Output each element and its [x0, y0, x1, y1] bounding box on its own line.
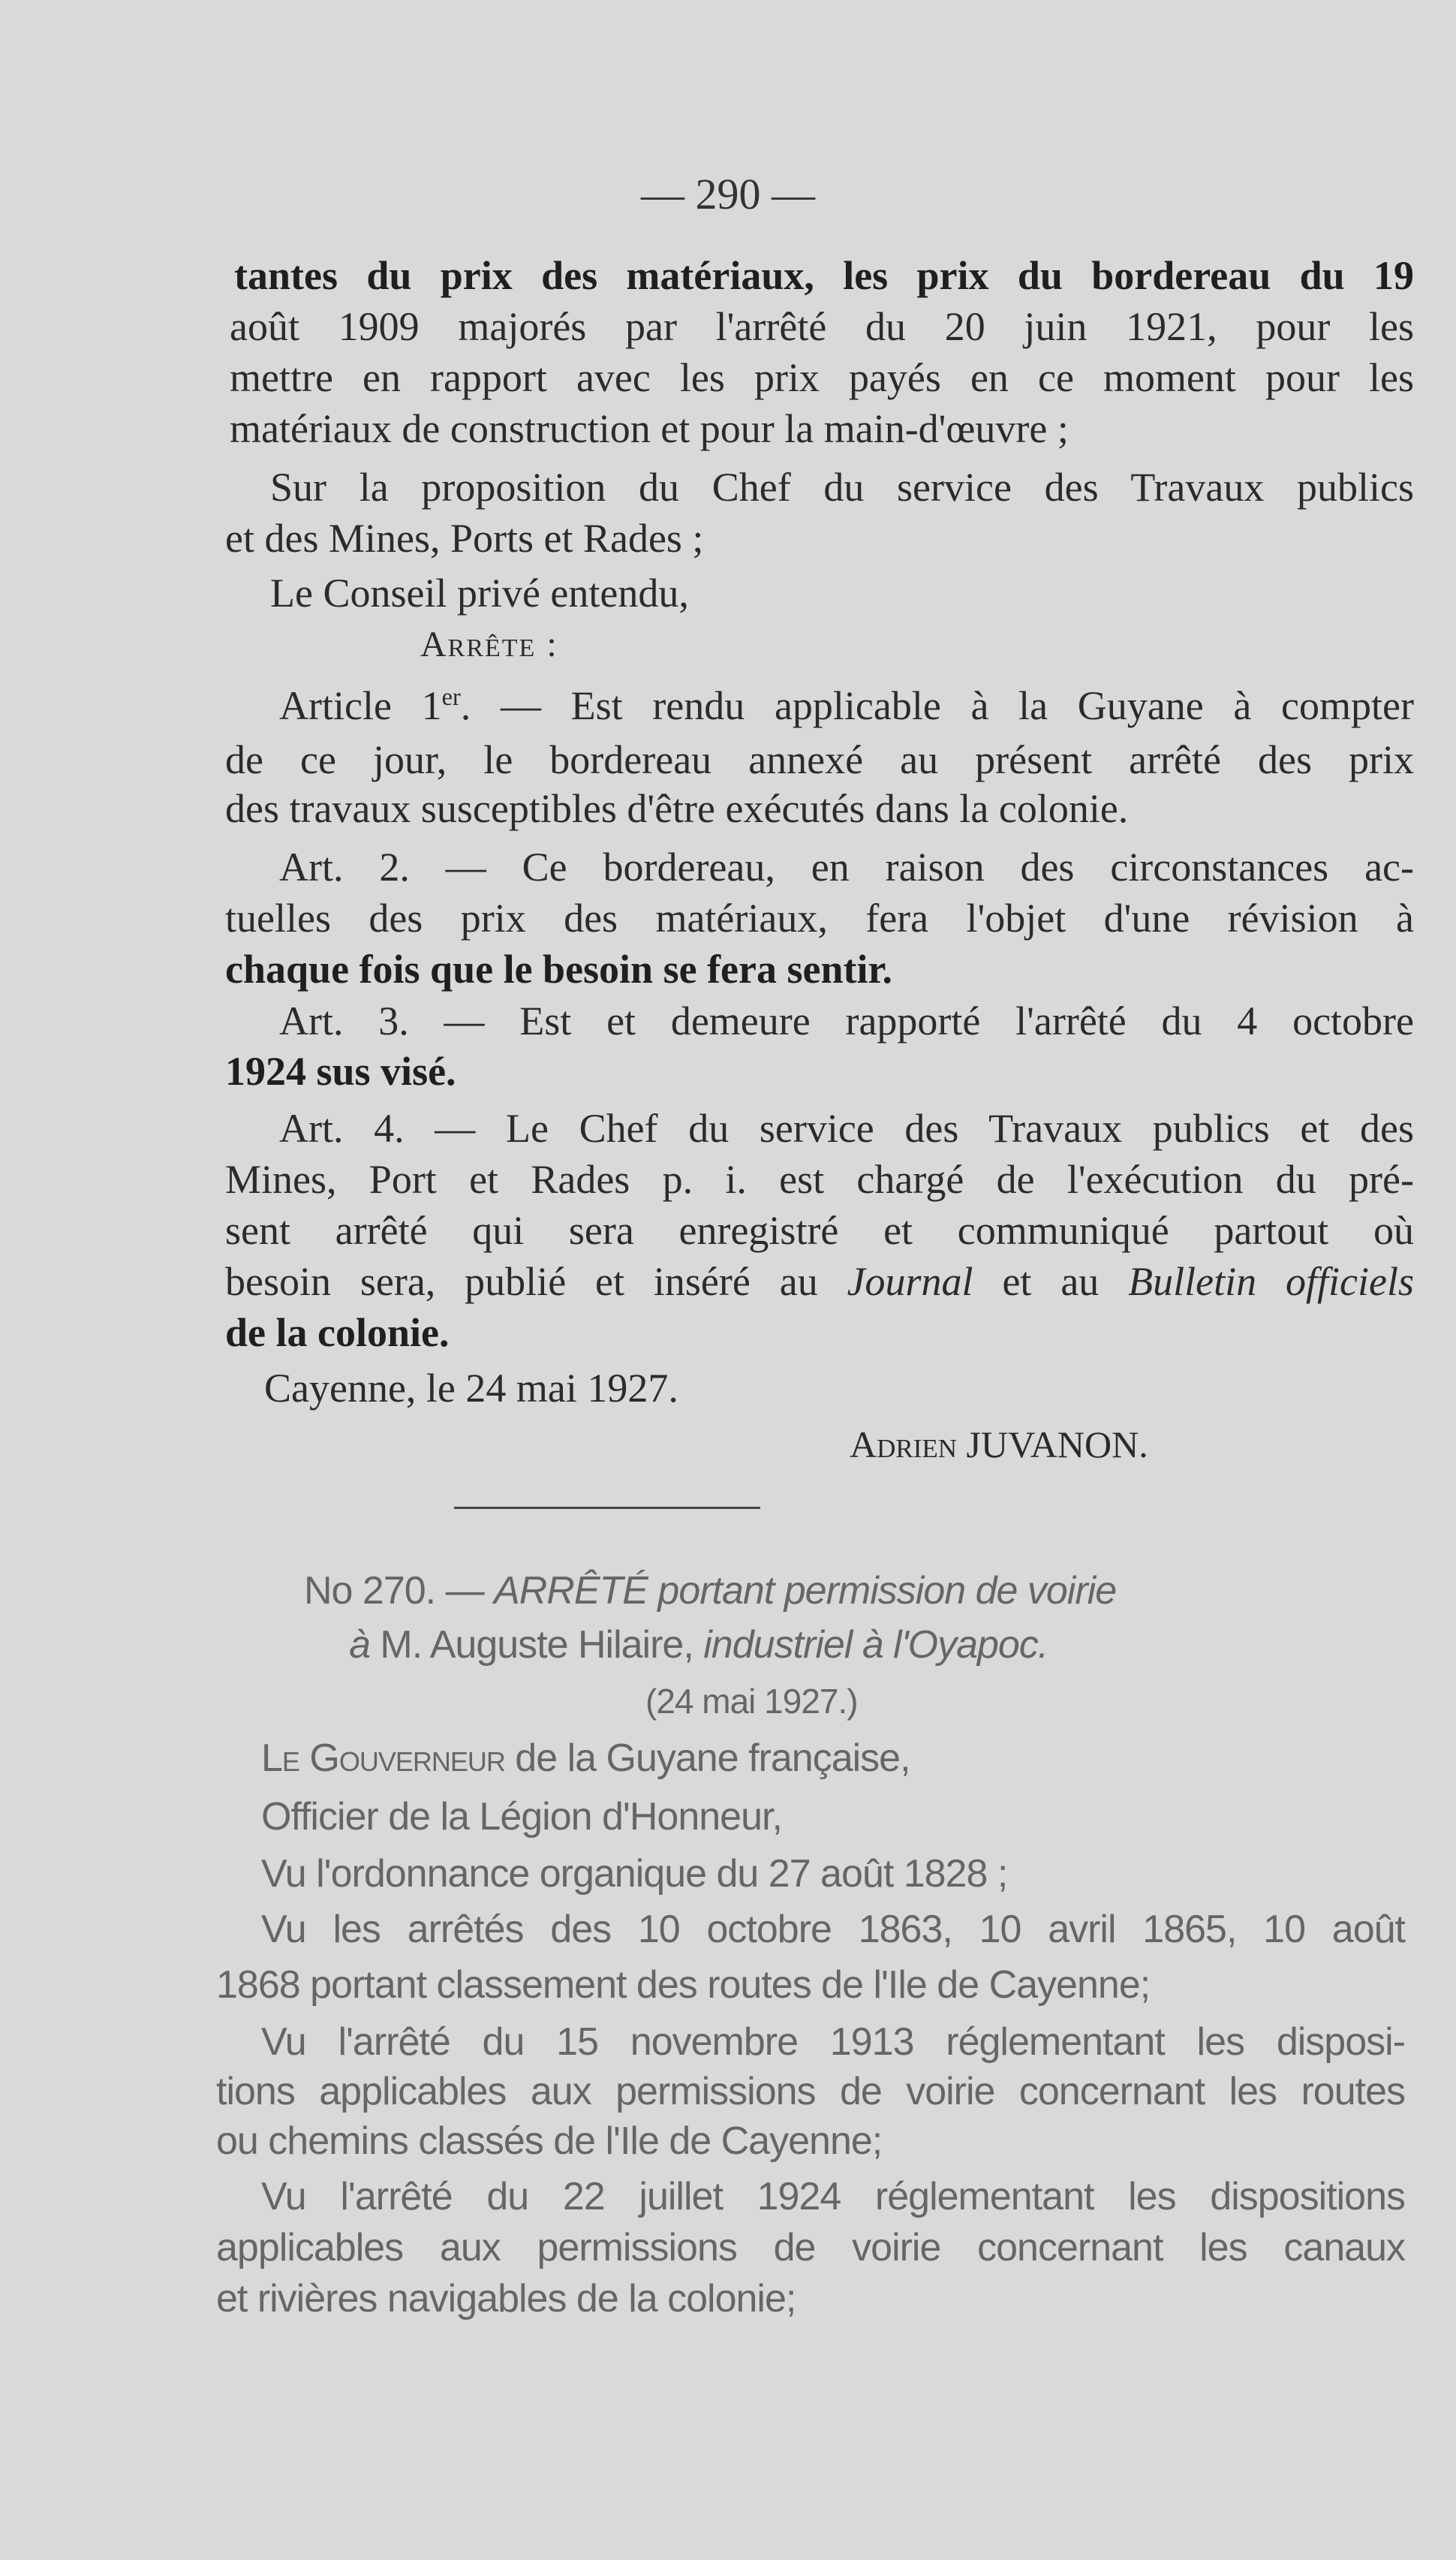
- decree-title: No 270. — ARRÊTÉ portant permission de voirie: [304, 1569, 1117, 1613]
- text-line: sent arrêté qui sera enregistré et communiqué partout où: [225, 1208, 1414, 1253]
- section-divider: [454, 1507, 760, 1509]
- article-1: Article 1er. — Est rendu applicable à la Guyane à compter: [279, 683, 1414, 728]
- article-2: Art. 2. — Ce bordereau, en raison des circonstances ac-: [279, 845, 1414, 890]
- text-line: des travaux susceptibles d'être exécutés dans la colonie.: [225, 786, 1129, 831]
- text-line: 1924 sus visé.: [225, 1049, 456, 1094]
- text-line: tions applicables aux permissions de voirie concernant les routes: [216, 2070, 1405, 2113]
- text-line: Vu l'ordonnance organique du 27 août 1828 ;: [261, 1852, 1008, 1896]
- text-line: août 1909 majorés par l'arrêté du 20 juin 1921, pour les: [230, 304, 1414, 349]
- text-line: Officier de la Légion d'Honneur,: [261, 1795, 782, 1839]
- text-line: Vu les arrêtés des 10 octobre 1863, 10 avril 1865, 10 août: [261, 1908, 1405, 1951]
- decree-date: (24 mai 1927.): [645, 1682, 858, 1721]
- date-line: Cayenne, le 24 mai 1927.: [264, 1366, 678, 1411]
- text-line: Sur la proposition du Chef du service des Travaux publics: [270, 465, 1414, 510]
- text-line: applicables aux permissions de voirie concernant les canaux: [216, 2226, 1405, 2269]
- decree-subtitle: à M. Auguste Hilaire, industriel à l'Oyapoc.: [349, 1623, 1048, 1667]
- text-line: ou chemins classés de l'Ile de Cayenne;: [216, 2119, 883, 2163]
- text-line: matériaux de construction et pour la main-d'œuvre ;: [230, 406, 1069, 451]
- article-3: Art. 3. — Est et demeure rapporté l'arrêté du 4 octobre: [279, 998, 1414, 1044]
- text-line: Vu l'arrêté du 15 novembre 1913 réglementant les disposi-: [261, 2020, 1405, 2064]
- text-line: Le Conseil privé entendu,: [270, 571, 689, 616]
- text-line: et des Mines, Ports et Rades ;: [225, 516, 704, 561]
- article-4: Art. 4. — Le Chef du service des Travaux publics et des: [279, 1106, 1414, 1151]
- text-line: besoin sera, publié et inséré au Journal et au Bulletin officiels: [225, 1259, 1414, 1304]
- text-line: Vu l'arrêté du 22 juillet 1924 réglementant les dispositions: [261, 2175, 1405, 2218]
- text-line: chaque fois que le besoin se fera sentir.: [225, 947, 892, 992]
- text-line: et rivières navigables de la colonie;: [216, 2277, 796, 2321]
- text-line: Mines, Port et Rades p. i. est chargé de l'exécution du pré-: [225, 1157, 1414, 1202]
- text-line: mettre en rapport avec les prix payés en ce moment pour les: [230, 355, 1414, 400]
- text-line: 1868 portant classement des routes de l'Ile de Cayenne;: [216, 1963, 1151, 2007]
- text-line: tuelles des prix des matériaux, fera l'objet d'une révision à: [225, 896, 1414, 941]
- signature: Adrien JUVANON.: [850, 1423, 1148, 1465]
- text-line: de la colonie.: [225, 1310, 450, 1355]
- arrete-heading: Arrête :: [420, 625, 558, 664]
- text-line: de ce jour, le bordereau annexé au présent arrêté des prix: [225, 737, 1414, 782]
- text-line: tantes du prix des matériaux, les prix du bordereau du 19: [234, 253, 1414, 298]
- page-number: — 290 —: [641, 170, 815, 218]
- governor-line: Le Gouverneur de la Guyane française,: [261, 1736, 910, 1780]
